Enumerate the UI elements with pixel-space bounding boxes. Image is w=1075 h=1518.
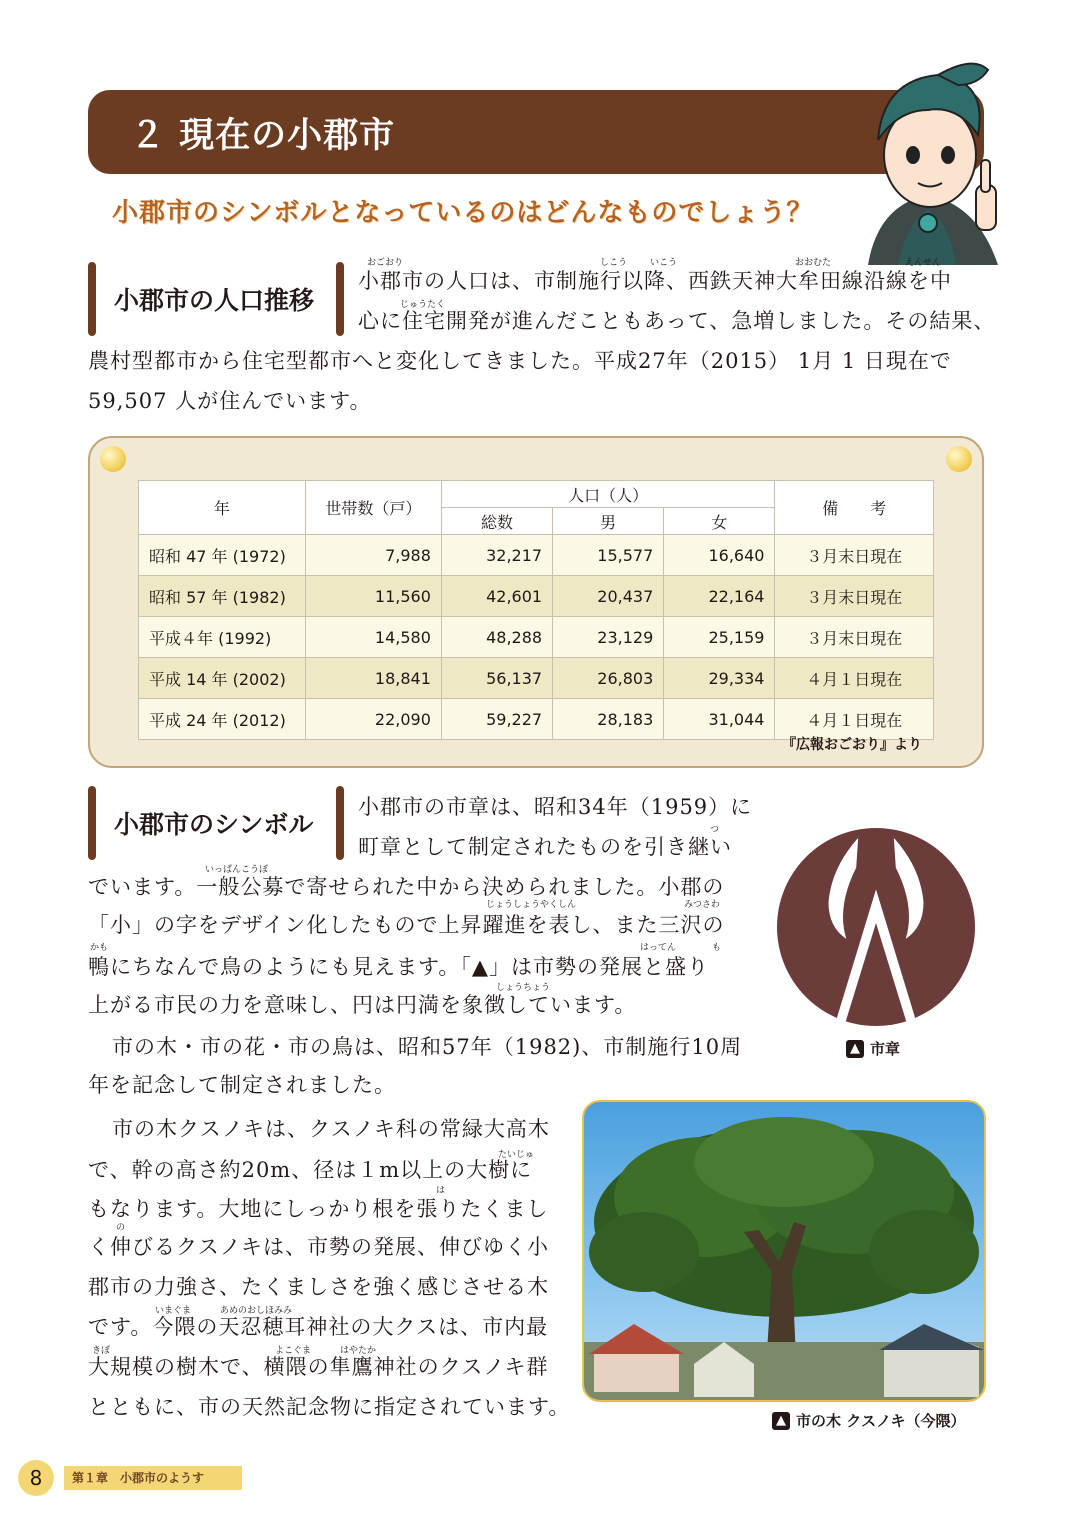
cell-male: 20,437 (553, 576, 664, 617)
cell-note: ３月末日現在 (775, 535, 934, 576)
up-arrow-icon: ▲ (846, 1040, 864, 1058)
table-row (139, 576, 934, 617)
cell-households: 22,090 (305, 699, 441, 740)
furigana: えんせん (905, 258, 942, 268)
cell-total: 48,288 (441, 617, 552, 658)
furigana: いまぐま (155, 1306, 192, 1316)
cell-total: 32,217 (441, 535, 552, 576)
population-section-label (88, 262, 344, 336)
furigana: じゅうたく (400, 300, 446, 310)
city-emblem (777, 828, 975, 1026)
symbol-p1-line1: 小郡市の市章は、昭和34年（1959）に (358, 795, 753, 819)
furigana: かも (90, 943, 109, 953)
symbol-p3-line2: で、幹の高さ約20m、径は１m以上の大樹に (88, 1158, 533, 1182)
symbol-p1-line6: 上がる市民の力を意味し、円は円満を象徴しています。 (88, 993, 637, 1017)
cell-note: ３月末日現在 (775, 617, 934, 658)
pin-icon (946, 446, 972, 472)
photo-caption-text: 市の木 クスノキ（今隈） (796, 1412, 966, 1430)
symbol-p3-line8: とともに、市の天然記念物に指定されています。 (88, 1395, 571, 1419)
camphor-tree-image (584, 1102, 984, 1400)
cell-male: 23,129 (553, 617, 664, 658)
furigana: も (712, 943, 722, 953)
pin-icon (100, 446, 126, 472)
cell-female: 16,640 (664, 535, 775, 576)
symbol-p2-line1: 市の木・市の花・市の鳥は、昭和57年（1982)、市制施行10周 (112, 1035, 743, 1059)
cell-year: 昭和 47 年 (1972) (139, 535, 306, 576)
cell-total: 56,137 (441, 658, 552, 699)
furigana: よこぐま (275, 1346, 312, 1356)
population-section-title: 小郡市の人口推移 (114, 286, 315, 315)
cell-households: 7,988 (305, 535, 441, 576)
furigana: つ (710, 825, 720, 835)
furigana: いっぱんこうぼ (205, 865, 269, 875)
symbol-p3-line4: く伸びるクスノキは、市勢の発展、伸びゆく小 (88, 1235, 549, 1259)
page-number: 8 (18, 1460, 54, 1496)
camphor-tree-photo (582, 1100, 986, 1402)
up-arrow-icon: ▲ (772, 1412, 790, 1430)
population-table-card (88, 436, 984, 768)
furigana: は (436, 1186, 446, 1196)
cell-year: 平成４年 (1992) (139, 617, 306, 658)
symbol-p1-line5: 鴨にちなんで鳥のようにも見えます。「▲」は市勢の発展と盛り (88, 955, 709, 979)
cell-households: 11,560 (305, 576, 441, 617)
table-row (139, 617, 934, 658)
symbol-p3-line1: 市の木クスノキは、クスノキ科の常緑大高木 (112, 1117, 550, 1141)
col-male: 男 (553, 508, 664, 535)
col-year: 年 (139, 481, 306, 535)
cell-year: 平成 24 年 (2012) (139, 699, 306, 740)
furigana: じょうしょうやくしん (486, 900, 577, 910)
symbol-section-title: 小郡市のシンボル (114, 810, 314, 839)
table-row (139, 535, 934, 576)
col-population: 人口（人） (441, 481, 775, 508)
population-text-line2: 心に住宅開発が進んだこともあって、急増しました。その結果、 (358, 309, 996, 333)
cell-male: 26,803 (553, 658, 664, 699)
symbol-p1-line3: でいます。一般公募で寄せられた中から決められました。小郡の (88, 875, 725, 899)
cell-female: 22,164 (664, 576, 775, 617)
furigana: しょうちょう (496, 983, 551, 993)
cell-female: 31,044 (664, 699, 775, 740)
col-note: 備 考 (775, 481, 934, 535)
cell-households: 14,580 (305, 617, 441, 658)
cell-female: 25,159 (664, 617, 775, 658)
cell-female: 29,334 (664, 658, 775, 699)
symbol-p3-line7: 大規模の樹木で、横隈の隼鷹神社のクスノキ群 (88, 1355, 549, 1379)
furigana: あめのおしほみみ (220, 1306, 293, 1316)
symbol-p2-line2: 年を記念して制定されました。 (88, 1073, 396, 1097)
cell-total: 42,601 (441, 576, 552, 617)
cell-year: 昭和 57 年 (1982) (139, 576, 306, 617)
section-subtitle: 小郡市のシンボルとなっているのはどんなものでしょう？ (112, 198, 814, 228)
symbol-p3-line3: もなります。大地にしっかり根を張りたくまし (88, 1197, 549, 1221)
col-households: 世帯数（戸） (305, 481, 441, 535)
cell-male: 15,577 (553, 535, 664, 576)
cell-households: 18,841 (305, 658, 441, 699)
emblem-caption (846, 1038, 900, 1059)
symbol-p1-line2: 町章として制定されたものを引き継い (358, 835, 732, 859)
furigana: みつさわ (684, 900, 720, 910)
furigana: の (116, 1223, 126, 1233)
cell-total: 59,227 (441, 699, 552, 740)
furigana: はやたか (340, 1346, 377, 1356)
cell-year: 平成 14 年 (2002) (139, 658, 306, 699)
symbol-section-label (88, 786, 344, 860)
furigana: きぼ (92, 1346, 111, 1356)
photo-caption (772, 1410, 965, 1431)
cell-note: ３月末日現在 (775, 576, 934, 617)
emblem-caption-text: 市章 (870, 1040, 901, 1058)
cell-note: ４月１日現在 (775, 658, 934, 699)
symbol-p3-line6: です。今隈の天忍穂耳神社の大クスは、市内最 (88, 1315, 549, 1339)
furigana: おごおり (367, 258, 404, 268)
cell-male: 28,183 (553, 699, 664, 740)
table-source: 『広報おごおり』より (782, 737, 922, 753)
section-title: ２ 現在の小郡市 (130, 116, 396, 156)
cell-note: ４月１日現在 (775, 699, 934, 740)
furigana: はってん (640, 943, 677, 953)
furigana: しこう (600, 258, 628, 268)
population-text-line1: 小郡市の人口は、市制施行以降、西鉄天神大牟田線沿線を中 (358, 269, 952, 293)
col-female: 女 (664, 508, 775, 535)
furigana: おおむた (795, 258, 832, 268)
table-row (139, 658, 934, 699)
population-text-line3: 農村型都市から住宅型都市へと変化してきました。平成27年（2015） 1月 1 日現在で (88, 349, 952, 373)
symbol-p1-line4: 「小」の字をデザイン化したもので上昇躍進を表し、また三沢の (88, 913, 725, 937)
population-text-line4: 59,507 人が住んでいます。 (88, 389, 372, 413)
population-table (138, 480, 934, 740)
col-total: 総数 (441, 508, 552, 535)
furigana: たいじゅ (498, 1150, 535, 1160)
mascot-illustration (838, 55, 1018, 265)
chapter-label: 第１章 小郡市のようす (64, 1466, 242, 1490)
symbol-p3-line5: 郡市の力強さ、たくましさを強く感じさせる木 (88, 1275, 550, 1299)
furigana: いこう (650, 258, 678, 268)
